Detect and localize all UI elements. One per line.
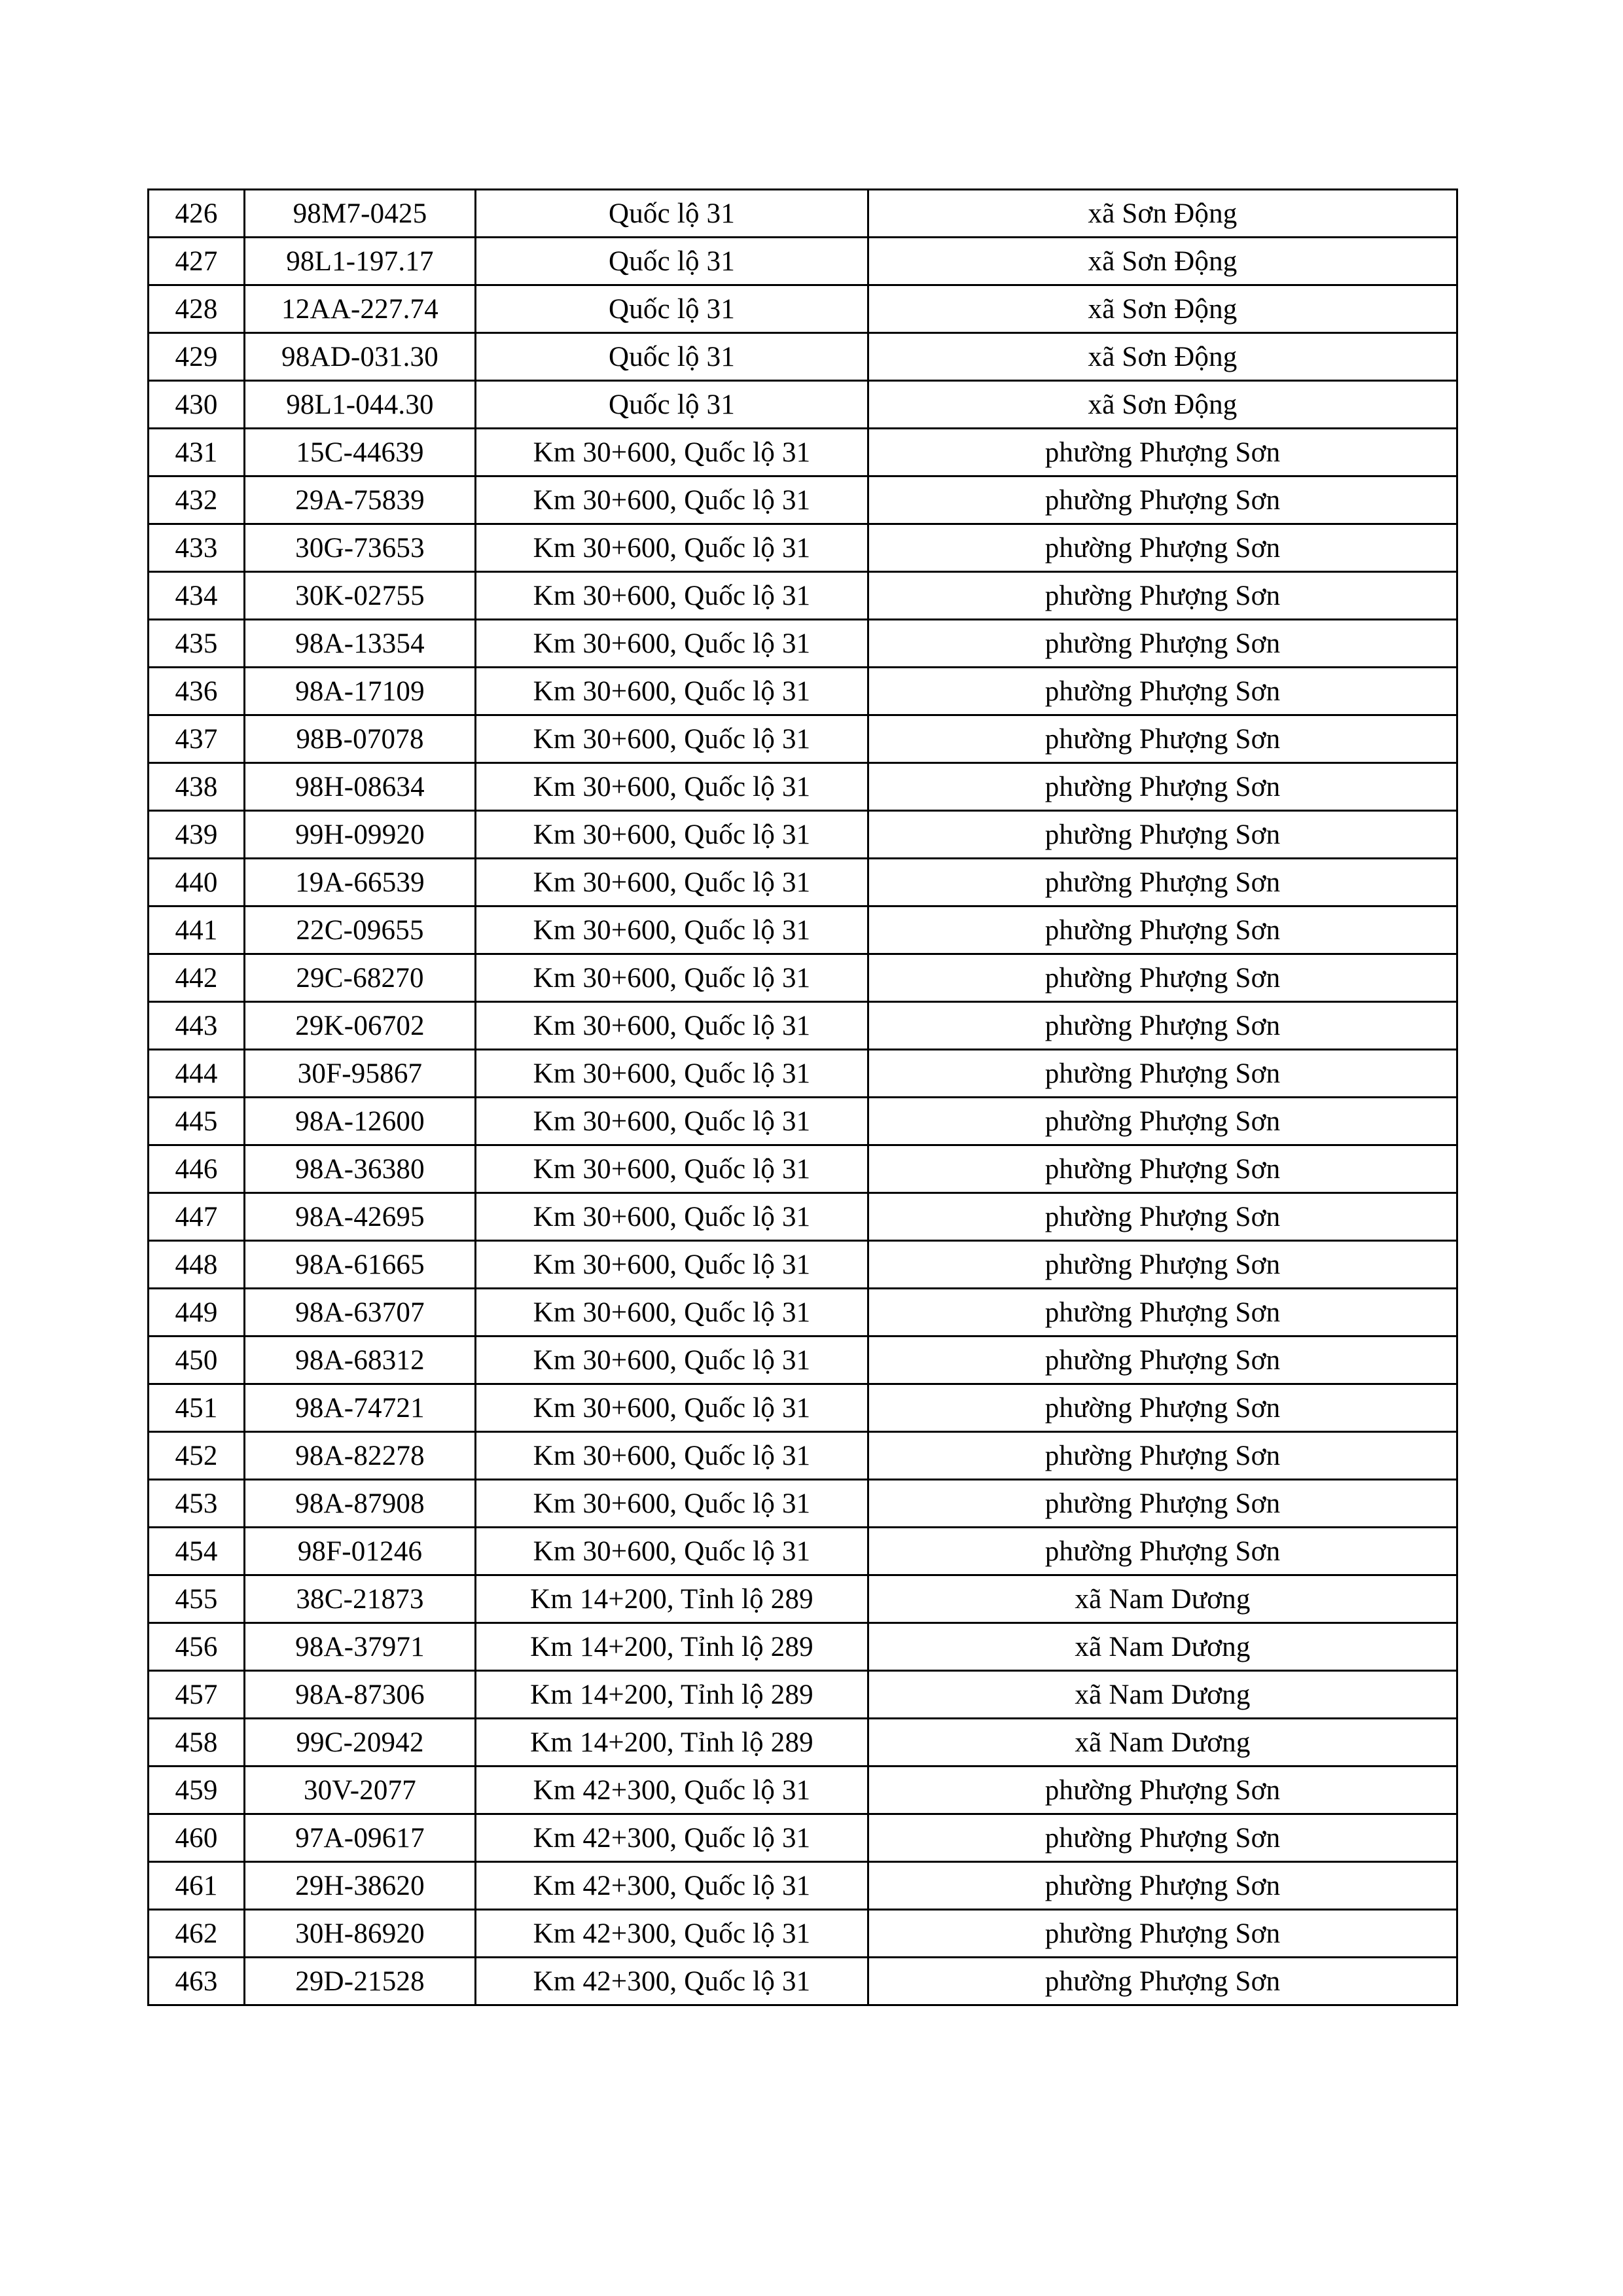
cell-location: Km 30+600, Quốc lộ 31 [476, 811, 868, 859]
table-row [149, 1671, 1457, 1719]
table-row [149, 1958, 1457, 2005]
cell-index: 435 [149, 620, 245, 668]
table-row [149, 524, 1457, 572]
cell-location: Km 30+600, Quốc lộ 31 [476, 668, 868, 715]
cell-ward: phường Phượng Sơn [868, 476, 1457, 524]
cell-plate-number: 15C-44639 [245, 429, 476, 476]
cell-plate-number: 98A-36380 [245, 1145, 476, 1193]
cell-plate-number: 29H-38620 [245, 1862, 476, 1910]
cell-plate-number: 98A-12600 [245, 1098, 476, 1145]
records-table-container [147, 188, 1456, 2006]
cell-ward: xã Sơn Động [868, 333, 1457, 381]
cell-ward: phường Phượng Sơn [868, 1241, 1457, 1289]
table-row [149, 715, 1457, 763]
cell-plate-number: 98A-37971 [245, 1623, 476, 1671]
cell-plate-number: 98A-68312 [245, 1336, 476, 1384]
cell-location: Km 30+600, Quốc lộ 31 [476, 763, 868, 811]
cell-index: 462 [149, 1910, 245, 1958]
cell-ward: phường Phượng Sơn [868, 524, 1457, 572]
cell-index: 463 [149, 1958, 245, 2005]
table-row [149, 1336, 1457, 1384]
cell-plate-number: 99C-20942 [245, 1719, 476, 1767]
cell-plate-number: 98H-08634 [245, 763, 476, 811]
cell-index: 457 [149, 1671, 245, 1719]
cell-ward: phường Phượng Sơn [868, 763, 1457, 811]
cell-plate-number: 98A-13354 [245, 620, 476, 668]
cell-index: 441 [149, 906, 245, 954]
table-row [149, 1910, 1457, 1958]
cell-ward: phường Phượng Sơn [868, 620, 1457, 668]
cell-index: 442 [149, 954, 245, 1002]
cell-location: Km 30+600, Quốc lộ 31 [476, 620, 868, 668]
cell-ward: phường Phượng Sơn [868, 1432, 1457, 1480]
cell-plate-number: 30F-95867 [245, 1050, 476, 1098]
table-row [149, 1623, 1457, 1671]
cell-location: Quốc lộ 31 [476, 381, 868, 429]
cell-plate-number: 22C-09655 [245, 906, 476, 954]
cell-ward: xã Sơn Động [868, 238, 1457, 285]
cell-location: Km 42+300, Quốc lộ 31 [476, 1910, 868, 1958]
table-row [149, 811, 1457, 859]
cell-location: Km 30+600, Quốc lộ 31 [476, 1289, 868, 1336]
cell-ward: phường Phượng Sơn [868, 715, 1457, 763]
cell-plate-number: 98F-01246 [245, 1528, 476, 1575]
cell-plate-number: 29A-75839 [245, 476, 476, 524]
cell-location: Quốc lộ 31 [476, 333, 868, 381]
cell-location: Km 30+600, Quốc lộ 31 [476, 859, 868, 906]
table-row [149, 954, 1457, 1002]
table-row [149, 1862, 1457, 1910]
cell-ward: phường Phượng Sơn [868, 1289, 1457, 1336]
cell-index: 437 [149, 715, 245, 763]
cell-plate-number: 29D-21528 [245, 1958, 476, 2005]
cell-plate-number: 98B-07078 [245, 715, 476, 763]
cell-ward: xã Nam Dương [868, 1623, 1457, 1671]
cell-index: 456 [149, 1623, 245, 1671]
cell-ward: phường Phượng Sơn [868, 572, 1457, 620]
cell-index: 430 [149, 381, 245, 429]
cell-index: 440 [149, 859, 245, 906]
table-row [149, 1814, 1457, 1862]
cell-plate-number: 98A-74721 [245, 1384, 476, 1432]
cell-location: Km 30+600, Quốc lộ 31 [476, 524, 868, 572]
cell-ward: phường Phượng Sơn [868, 811, 1457, 859]
table-row [149, 1289, 1457, 1336]
cell-location: Km 14+200, Tỉnh lộ 289 [476, 1623, 868, 1671]
cell-location: Km 42+300, Quốc lộ 31 [476, 1814, 868, 1862]
cell-ward: phường Phượng Sơn [868, 1814, 1457, 1862]
cell-index: 453 [149, 1480, 245, 1528]
cell-plate-number: 97A-09617 [245, 1814, 476, 1862]
cell-location: Km 30+600, Quốc lộ 31 [476, 1480, 868, 1528]
cell-ward: phường Phượng Sơn [868, 1767, 1457, 1814]
cell-plate-number: 98M7-0425 [245, 190, 476, 238]
cell-ward: phường Phượng Sơn [868, 859, 1457, 906]
cell-plate-number: 19A-66539 [245, 859, 476, 906]
cell-location: Km 14+200, Tỉnh lộ 289 [476, 1671, 868, 1719]
cell-index: 431 [149, 429, 245, 476]
records-table-body [149, 190, 1457, 2005]
cell-plate-number: 30V-2077 [245, 1767, 476, 1814]
cell-index: 432 [149, 476, 245, 524]
cell-index: 447 [149, 1193, 245, 1241]
cell-index: 449 [149, 1289, 245, 1336]
cell-index: 429 [149, 333, 245, 381]
table-row [149, 429, 1457, 476]
cell-ward: phường Phượng Sơn [868, 1050, 1457, 1098]
cell-location: Km 30+600, Quốc lộ 31 [476, 1145, 868, 1193]
cell-plate-number: 99H-09920 [245, 811, 476, 859]
cell-index: 461 [149, 1862, 245, 1910]
cell-location: Quốc lộ 31 [476, 238, 868, 285]
cell-ward: phường Phượng Sơn [868, 1098, 1457, 1145]
table-row [149, 476, 1457, 524]
cell-ward: phường Phượng Sơn [868, 1862, 1457, 1910]
cell-location: Km 30+600, Quốc lộ 31 [476, 1241, 868, 1289]
cell-location: Km 30+600, Quốc lộ 31 [476, 476, 868, 524]
cell-plate-number: 98A-63707 [245, 1289, 476, 1336]
cell-ward: phường Phượng Sơn [868, 954, 1457, 1002]
cell-plate-number: 98A-42695 [245, 1193, 476, 1241]
cell-location: Km 30+600, Quốc lộ 31 [476, 429, 868, 476]
table-row [149, 190, 1457, 238]
cell-plate-number: 12AA-227.74 [245, 285, 476, 333]
table-row [149, 1098, 1457, 1145]
cell-index: 451 [149, 1384, 245, 1432]
cell-index: 458 [149, 1719, 245, 1767]
cell-plate-number: 98A-87908 [245, 1480, 476, 1528]
cell-index: 428 [149, 285, 245, 333]
cell-index: 433 [149, 524, 245, 572]
table-row [149, 620, 1457, 668]
cell-ward: phường Phượng Sơn [868, 1145, 1457, 1193]
cell-index: 438 [149, 763, 245, 811]
table-row [149, 572, 1457, 620]
cell-ward: phường Phượng Sơn [868, 1384, 1457, 1432]
cell-ward: phường Phượng Sơn [868, 906, 1457, 954]
cell-location: Quốc lộ 31 [476, 285, 868, 333]
table-row [149, 1575, 1457, 1623]
cell-plate-number: 98L1-044.30 [245, 381, 476, 429]
table-row [149, 1480, 1457, 1528]
table-row [149, 668, 1457, 715]
cell-location: Km 30+600, Quốc lộ 31 [476, 1002, 868, 1050]
table-row [149, 1002, 1457, 1050]
table-row [149, 1050, 1457, 1098]
cell-index: 455 [149, 1575, 245, 1623]
cell-ward: phường Phượng Sơn [868, 1336, 1457, 1384]
table-row [149, 1432, 1457, 1480]
cell-index: 426 [149, 190, 245, 238]
cell-location: Km 14+200, Tỉnh lộ 289 [476, 1719, 868, 1767]
cell-index: 445 [149, 1098, 245, 1145]
cell-index: 436 [149, 668, 245, 715]
cell-ward: phường Phượng Sơn [868, 1958, 1457, 2005]
cell-location: Km 30+600, Quốc lộ 31 [476, 906, 868, 954]
cell-plate-number: 29K-06702 [245, 1002, 476, 1050]
table-row [149, 285, 1457, 333]
cell-location: Km 30+600, Quốc lộ 31 [476, 954, 868, 1002]
cell-ward: xã Nam Dương [868, 1719, 1457, 1767]
cell-ward: phường Phượng Sơn [868, 1910, 1457, 1958]
cell-index: 454 [149, 1528, 245, 1575]
table-row [149, 381, 1457, 429]
table-row [149, 859, 1457, 906]
cell-plate-number: 30K-02755 [245, 572, 476, 620]
cell-plate-number: 98A-82278 [245, 1432, 476, 1480]
table-row [149, 333, 1457, 381]
cell-location: Km 30+600, Quốc lộ 31 [476, 1336, 868, 1384]
cell-location: Km 30+600, Quốc lộ 31 [476, 1193, 868, 1241]
cell-index: 452 [149, 1432, 245, 1480]
table-row [149, 1241, 1457, 1289]
cell-plate-number: 30G-73653 [245, 524, 476, 572]
cell-location: Km 30+600, Quốc lộ 31 [476, 1098, 868, 1145]
cell-plate-number: 98A-61665 [245, 1241, 476, 1289]
table-row [149, 906, 1457, 954]
cell-index: 444 [149, 1050, 245, 1098]
cell-index: 460 [149, 1814, 245, 1862]
table-row [149, 1384, 1457, 1432]
cell-location: Quốc lộ 31 [476, 190, 868, 238]
table-row [149, 1145, 1457, 1193]
cell-ward: phường Phượng Sơn [868, 1002, 1457, 1050]
table-row [149, 1767, 1457, 1814]
table-row [149, 238, 1457, 285]
cell-index: 427 [149, 238, 245, 285]
cell-location: Km 30+600, Quốc lộ 31 [476, 1050, 868, 1098]
cell-ward: xã Nam Dương [868, 1575, 1457, 1623]
table-row [149, 1719, 1457, 1767]
cell-plate-number: 29C-68270 [245, 954, 476, 1002]
cell-ward: phường Phượng Sơn [868, 1480, 1457, 1528]
cell-location: Km 30+600, Quốc lộ 31 [476, 572, 868, 620]
table-row [149, 1193, 1457, 1241]
cell-location: Km 42+300, Quốc lộ 31 [476, 1958, 868, 2005]
cell-index: 434 [149, 572, 245, 620]
cell-location: Km 30+600, Quốc lộ 31 [476, 1528, 868, 1575]
cell-plate-number: 38C-21873 [245, 1575, 476, 1623]
cell-location: Km 30+600, Quốc lộ 31 [476, 1432, 868, 1480]
cell-ward: phường Phượng Sơn [868, 429, 1457, 476]
cell-ward: xã Nam Dương [868, 1671, 1457, 1719]
cell-index: 459 [149, 1767, 245, 1814]
cell-ward: phường Phượng Sơn [868, 1193, 1457, 1241]
cell-plate-number: 98A-17109 [245, 668, 476, 715]
vehicle-records-table [147, 188, 1458, 2006]
cell-ward: xã Sơn Động [868, 381, 1457, 429]
cell-plate-number: 98A-87306 [245, 1671, 476, 1719]
cell-location: Km 30+600, Quốc lộ 31 [476, 1384, 868, 1432]
cell-index: 443 [149, 1002, 245, 1050]
cell-index: 439 [149, 811, 245, 859]
cell-ward: phường Phượng Sơn [868, 1528, 1457, 1575]
cell-location: Km 42+300, Quốc lộ 31 [476, 1862, 868, 1910]
cell-ward: xã Sơn Động [868, 190, 1457, 238]
cell-location: Km 42+300, Quốc lộ 31 [476, 1767, 868, 1814]
cell-index: 446 [149, 1145, 245, 1193]
cell-plate-number: 98L1-197.17 [245, 238, 476, 285]
cell-plate-number: 98AD-031.30 [245, 333, 476, 381]
cell-plate-number: 30H-86920 [245, 1910, 476, 1958]
cell-index: 448 [149, 1241, 245, 1289]
cell-ward: phường Phượng Sơn [868, 668, 1457, 715]
table-row [149, 1528, 1457, 1575]
cell-index: 450 [149, 1336, 245, 1384]
table-row [149, 763, 1457, 811]
cell-ward: xã Sơn Động [868, 285, 1457, 333]
cell-location: Km 30+600, Quốc lộ 31 [476, 715, 868, 763]
cell-location: Km 14+200, Tỉnh lộ 289 [476, 1575, 868, 1623]
